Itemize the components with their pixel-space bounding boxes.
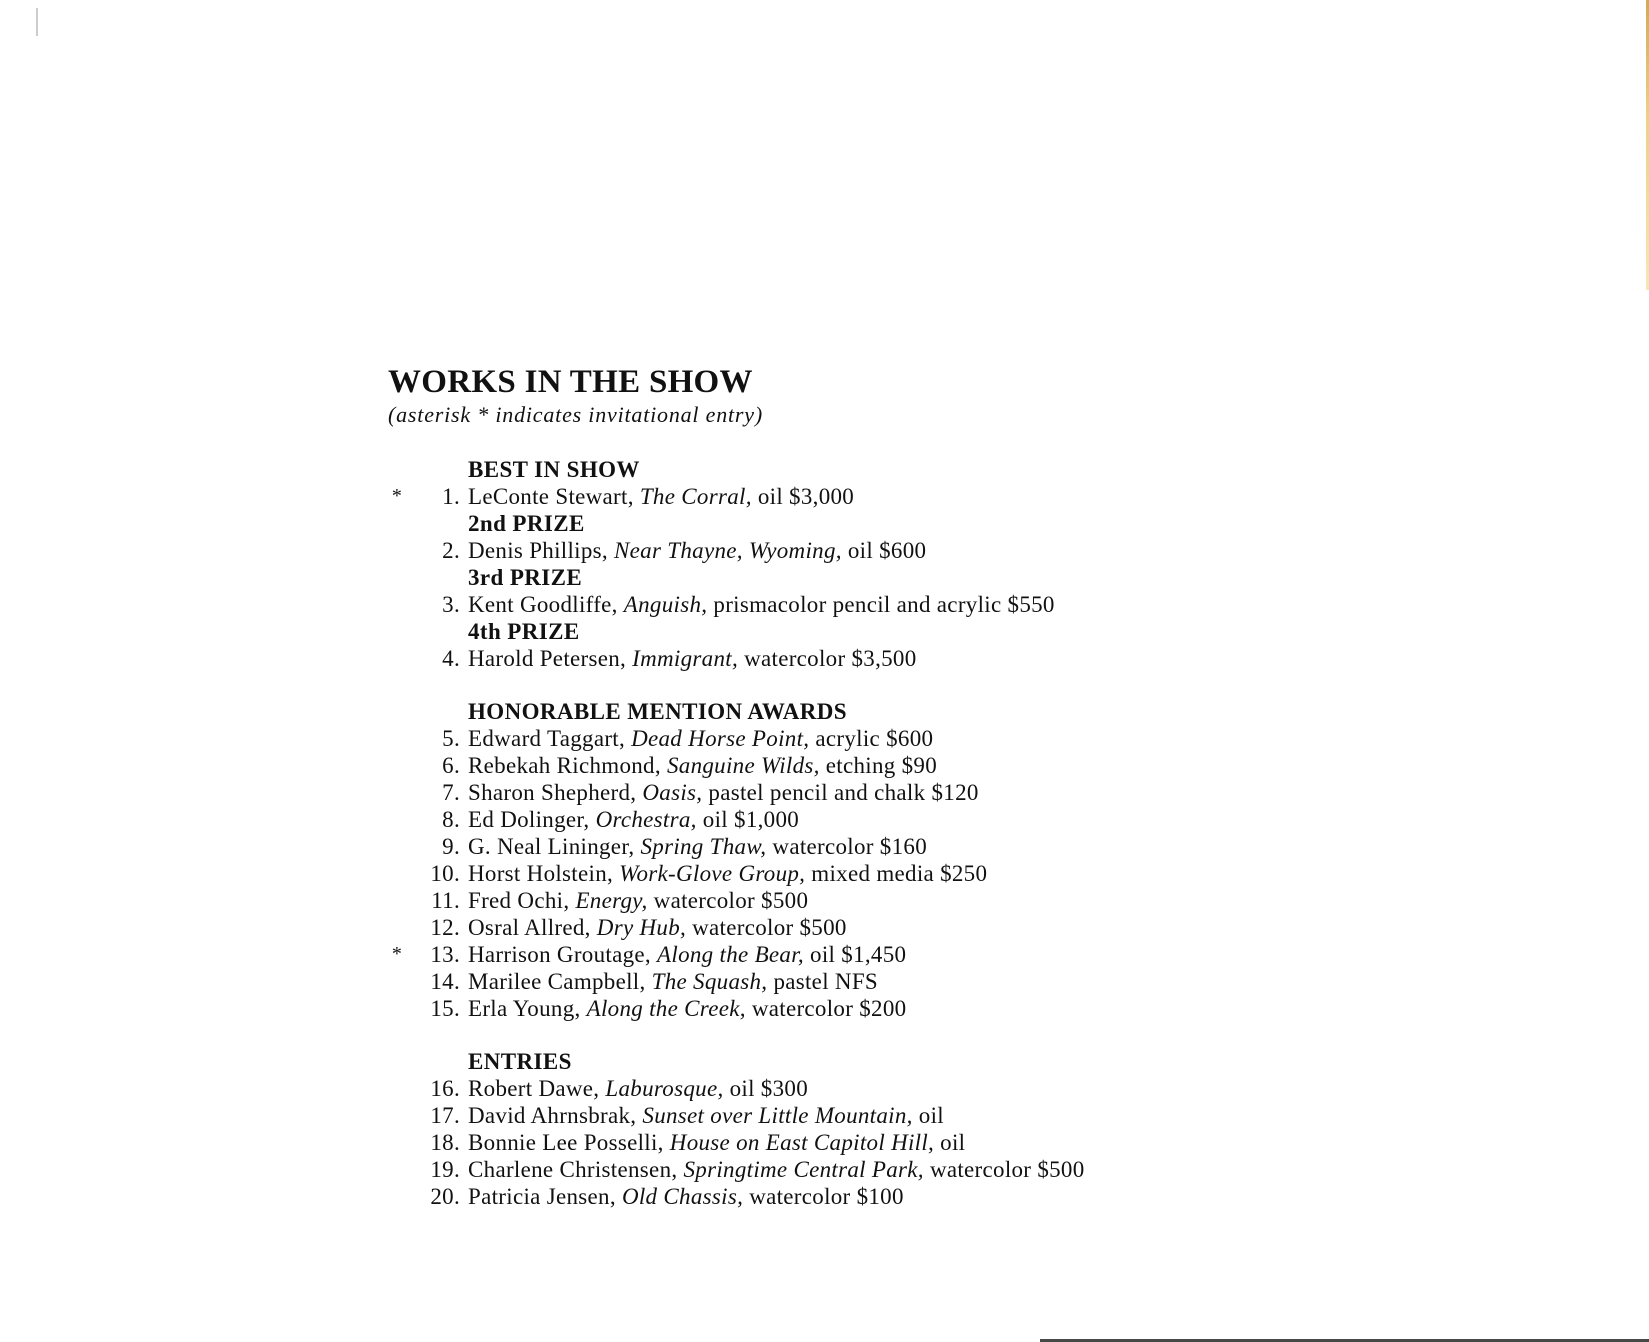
medium-price: watercolor $500 bbox=[929, 1157, 1085, 1182]
list-item bbox=[388, 779, 1388, 806]
entry-number: 13. bbox=[430, 942, 460, 967]
work-title: Along the Bear, bbox=[657, 942, 804, 967]
entry-number: 15. bbox=[430, 996, 460, 1021]
entry-number: 18. bbox=[430, 1130, 460, 1155]
artist-name: Robert Dawe, bbox=[468, 1076, 600, 1101]
work-title: House on East Capitol Hill, bbox=[669, 1130, 935, 1155]
artist-name: Horst Holstein, bbox=[468, 861, 614, 886]
entry-number: 17. bbox=[430, 1103, 460, 1128]
medium-price: etching $90 bbox=[825, 753, 938, 778]
list-item bbox=[388, 1075, 1388, 1102]
medium-price: pastel NFS bbox=[773, 969, 879, 994]
section-gap bbox=[388, 672, 1388, 698]
artist-name: Harold Petersen, bbox=[468, 646, 627, 671]
artist-name: Ed Dolinger, bbox=[468, 807, 590, 832]
work-title: Old Chassis, bbox=[621, 1184, 744, 1209]
list-item bbox=[388, 1183, 1388, 1210]
artist-name: Marilee Campbell, bbox=[468, 969, 646, 994]
medium-price: oil $1,000 bbox=[702, 807, 800, 832]
list-item bbox=[388, 887, 1388, 914]
invitational-asterisk: * bbox=[391, 943, 403, 965]
work-title: Sanguine Wilds, bbox=[666, 753, 820, 778]
artist-name: LeConte Stewart, bbox=[468, 484, 634, 509]
section-heading: BEST IN SHOW bbox=[468, 457, 640, 482]
list-item bbox=[388, 995, 1388, 1022]
medium-price: watercolor $160 bbox=[772, 834, 927, 859]
artist-name: Erla Young, bbox=[468, 996, 581, 1021]
work-title: Anguish, bbox=[623, 592, 708, 617]
artist-name: Rebekah Richmond, bbox=[468, 753, 661, 778]
header-block bbox=[388, 362, 1388, 428]
artist-name: Osral Allred, bbox=[468, 915, 591, 940]
medium-price: oil $300 bbox=[729, 1076, 809, 1101]
works-list bbox=[388, 456, 1388, 1210]
medium-price: watercolor $500 bbox=[692, 915, 847, 940]
entry-number: 7. bbox=[442, 780, 460, 805]
entry-number: 1. bbox=[442, 484, 460, 509]
medium-price: pastel pencil and chalk $120 bbox=[708, 780, 979, 805]
section-heading: 2nd PRIZE bbox=[468, 511, 585, 536]
work-title: Laburosque, bbox=[605, 1076, 724, 1101]
work-title: Immigrant, bbox=[632, 646, 739, 671]
medium-price: watercolor $3,500 bbox=[744, 646, 917, 671]
list-item bbox=[388, 483, 1388, 510]
list-item bbox=[388, 591, 1388, 618]
list-item bbox=[388, 941, 1388, 968]
entry-number: 14. bbox=[430, 969, 460, 994]
entry-number: 8. bbox=[442, 807, 460, 832]
work-title: Sunset over Little Mountain, bbox=[642, 1103, 913, 1128]
list-item bbox=[388, 1156, 1388, 1183]
list-item bbox=[388, 645, 1388, 672]
medium-price: acrylic $600 bbox=[815, 726, 934, 751]
entry-number: 19. bbox=[430, 1157, 460, 1182]
list-item bbox=[388, 968, 1388, 995]
artist-name: Harrison Groutage, bbox=[468, 942, 651, 967]
medium-price: oil $600 bbox=[847, 538, 927, 563]
medium-price: oil bbox=[918, 1103, 944, 1128]
artist-name: Patricia Jensen, bbox=[468, 1184, 616, 1209]
medium-price: oil $1,450 bbox=[810, 942, 907, 967]
medium-price: mixed media $250 bbox=[811, 861, 988, 886]
list-item bbox=[388, 752, 1388, 779]
artist-name: Sharon Shepherd, bbox=[468, 780, 637, 805]
entry-number: 2. bbox=[442, 538, 460, 563]
page-title: WORKS IN THE SHOW bbox=[388, 364, 753, 400]
entry-number: 12. bbox=[430, 915, 460, 940]
list-item bbox=[388, 537, 1388, 564]
work-title: Along the Creek, bbox=[586, 996, 746, 1021]
work-title: Springtime Central Park, bbox=[683, 1157, 924, 1182]
work-title: The Corral, bbox=[639, 484, 752, 509]
artist-name: Kent Goodliffe, bbox=[468, 592, 618, 617]
entry-number: 11. bbox=[431, 888, 460, 913]
medium-price: prismacolor pencil and acrylic $550 bbox=[713, 592, 1055, 617]
scan-mark bbox=[36, 8, 38, 36]
artist-name: Denis Phillips, bbox=[468, 538, 608, 563]
work-title: Oasis, bbox=[642, 780, 703, 805]
entry-number: 6. bbox=[442, 753, 460, 778]
section-heading: HONORABLE MENTION AWARDS bbox=[468, 699, 847, 724]
work-title: Dry Hub, bbox=[596, 915, 687, 940]
list-item bbox=[388, 1129, 1388, 1156]
work-title: The Squash, bbox=[651, 969, 768, 994]
medium-price: oil $3,000 bbox=[757, 484, 855, 509]
entry-number: 20. bbox=[430, 1184, 460, 1209]
work-title: Work-Glove Group, bbox=[619, 861, 806, 886]
list-item bbox=[388, 1102, 1388, 1129]
section-gap bbox=[388, 1022, 1388, 1048]
section-heading: 4th PRIZE bbox=[468, 619, 580, 644]
medium-price: watercolor $100 bbox=[749, 1184, 904, 1209]
entry-number: 9. bbox=[442, 834, 460, 859]
list-item bbox=[388, 860, 1388, 887]
work-title: Energy, bbox=[575, 888, 648, 913]
entry-number: 16. bbox=[430, 1076, 460, 1101]
artist-name: David Ahrnsbrak, bbox=[468, 1103, 637, 1128]
list-item bbox=[388, 914, 1388, 941]
section-heading: 3rd PRIZE bbox=[468, 565, 583, 590]
list-item bbox=[388, 806, 1388, 833]
entry-number: 3. bbox=[442, 592, 460, 617]
section-heading: ENTRIES bbox=[468, 1049, 572, 1074]
artist-name: Edward Taggart, bbox=[468, 726, 626, 751]
work-title: Spring Thaw, bbox=[640, 834, 767, 859]
list-item bbox=[388, 725, 1388, 752]
work-title: Orchestra, bbox=[595, 807, 697, 832]
medium-price: watercolor $200 bbox=[751, 996, 907, 1021]
work-title: Dead Horse Point, bbox=[631, 726, 810, 751]
medium-price: oil bbox=[940, 1130, 966, 1155]
artist-name: Fred Ochi, bbox=[468, 888, 570, 913]
medium-price: watercolor $500 bbox=[653, 888, 809, 913]
artist-name: Bonnie Lee Posselli, bbox=[468, 1130, 664, 1155]
entry-number: 10. bbox=[430, 861, 460, 886]
artist-name: Charlene Christensen, bbox=[468, 1157, 678, 1182]
invitational-asterisk: * bbox=[391, 485, 403, 507]
entry-number: 4. bbox=[442, 646, 460, 671]
work-title: Near Thayne, Wyoming, bbox=[614, 538, 842, 563]
page-subtitle: (asterisk * indicates invitational entry) bbox=[388, 402, 763, 427]
entry-number: 5. bbox=[442, 726, 460, 751]
artist-name: G. Neal Lininger, bbox=[468, 834, 635, 859]
list-item bbox=[388, 833, 1388, 860]
